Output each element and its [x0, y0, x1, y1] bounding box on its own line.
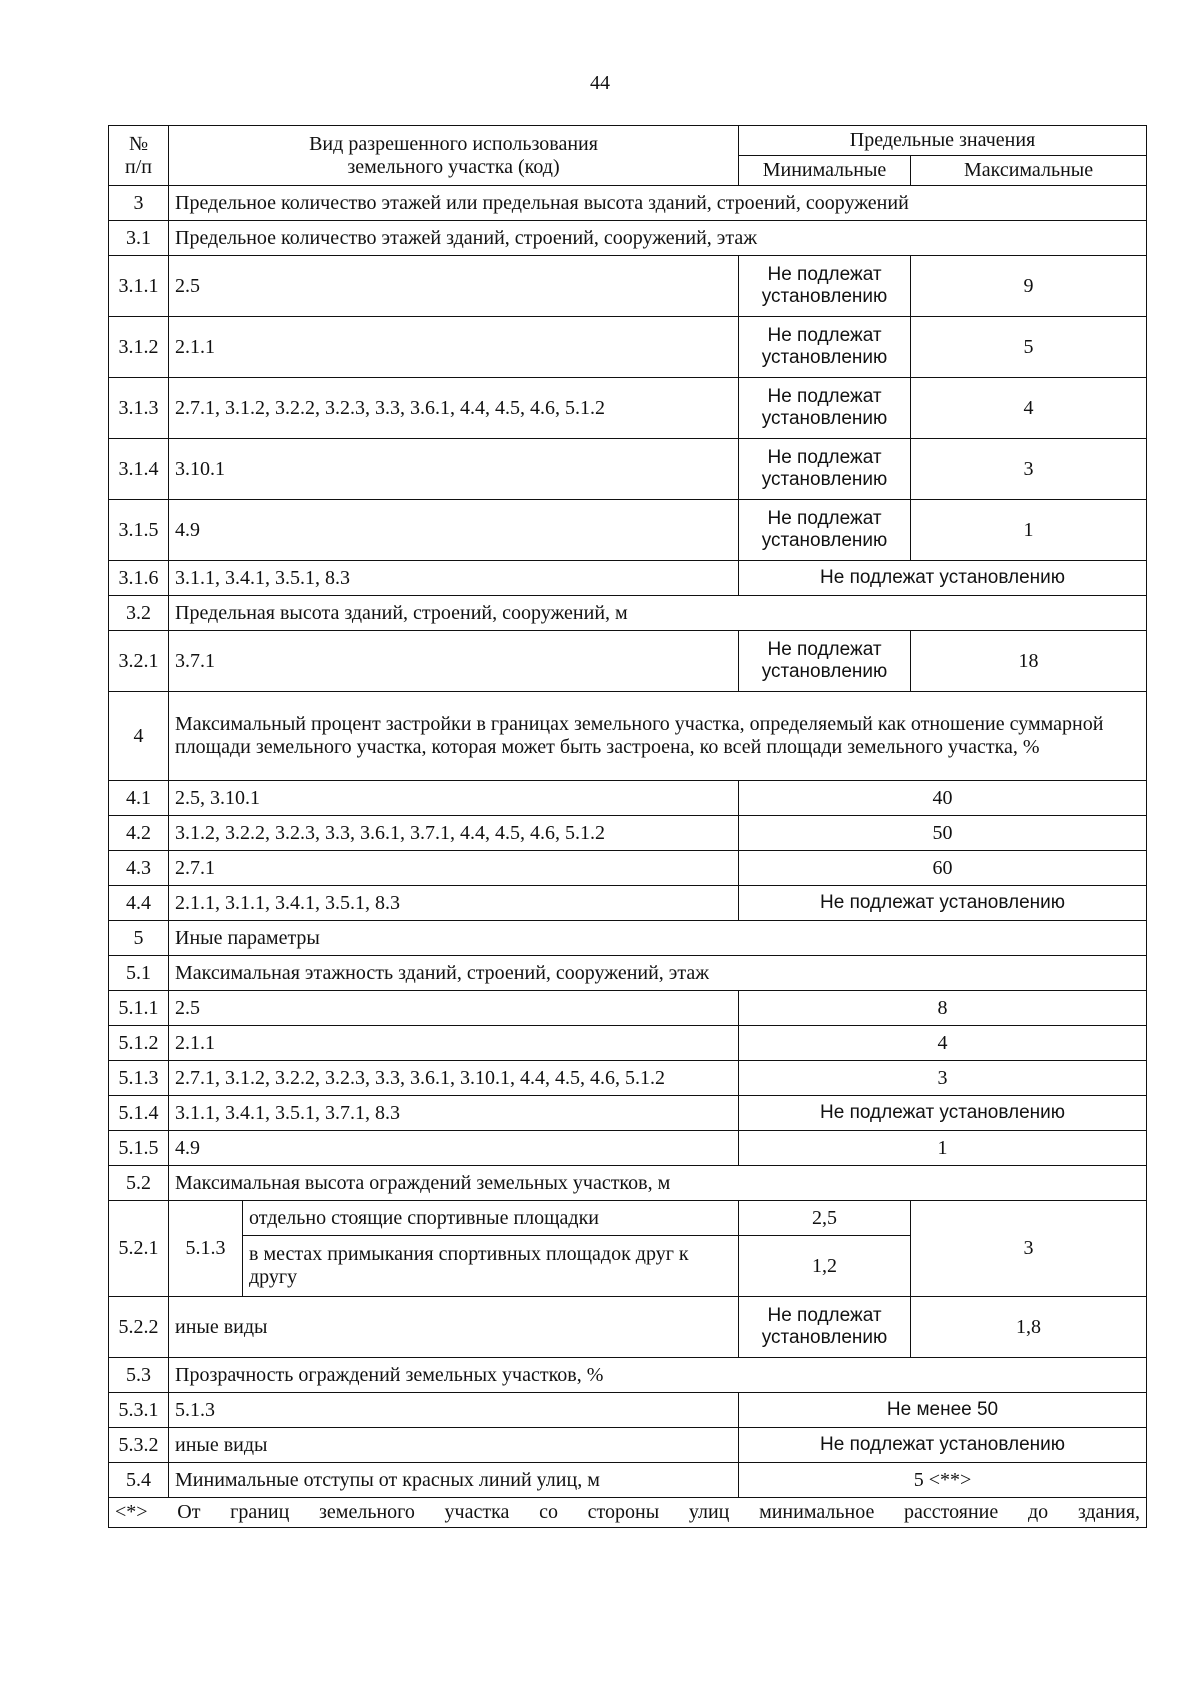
- row-num: 3: [109, 186, 169, 221]
- row-value: Не подлежат установлению: [739, 561, 1147, 596]
- table-row: [109, 692, 1147, 781]
- row-num: 3.1.3: [109, 378, 169, 439]
- row-min-value: Не подлежат установлению: [739, 1297, 911, 1358]
- row-code: 2.7.1, 3.1.2, 3.2.2, 3.2.3, 3.3, 3.6.1, 3.10.1, 4.4, 4.5, 4.6, 5.1.2: [169, 1061, 739, 1096]
- table-row: [109, 1428, 1147, 1463]
- row-value: Не менее 50: [739, 1393, 1147, 1428]
- row-value: Не подлежат установлению: [739, 886, 1147, 921]
- row-value: 60: [739, 851, 1147, 886]
- row-min-value: Не подлежат установлению: [739, 631, 911, 692]
- table-row: [109, 851, 1147, 886]
- row-num: 4.3: [109, 851, 169, 886]
- table-row: [109, 781, 1147, 816]
- row-code: иные виды: [169, 1297, 739, 1358]
- row-num: 3.1.6: [109, 561, 169, 596]
- row-num: 5.2.2: [109, 1297, 169, 1358]
- table-row: [109, 1201, 1147, 1236]
- table-row: [109, 886, 1147, 921]
- table-row: [109, 221, 1147, 256]
- row-code: 2.1.1, 3.1.1, 3.4.1, 3.5.1, 8.3: [169, 886, 739, 921]
- row-value: Не подлежат установлению: [739, 1096, 1147, 1131]
- section-title: Предельное количество этажей или предельная высота зданий, строений, сооружений: [169, 186, 1147, 221]
- table-body-top: [109, 186, 1147, 1201]
- row-code: 3.1.1, 3.4.1, 3.5.1, 8.3: [169, 561, 739, 596]
- table-row: [109, 186, 1147, 221]
- table-row: [109, 921, 1147, 956]
- table-row: [109, 631, 1147, 692]
- row-num: 4.2: [109, 816, 169, 851]
- table-row: [109, 317, 1147, 378]
- row-code: 2.5, 3.10.1: [169, 781, 739, 816]
- row-num: 4.4: [109, 886, 169, 921]
- section-title: Иные параметры: [169, 921, 1147, 956]
- table-row: [109, 1463, 1147, 1498]
- table-row: [109, 439, 1147, 500]
- table-row: [109, 1297, 1147, 1358]
- row-num: 3.1: [109, 221, 169, 256]
- row-min-value: Не подлежат установлению: [739, 500, 911, 561]
- row-code: 2.7.1: [169, 851, 739, 886]
- table-row: [109, 500, 1147, 561]
- row-value: 50: [739, 816, 1147, 851]
- row-code: 3.10.1: [169, 439, 739, 500]
- table-body-bottom: [109, 1297, 1147, 1498]
- header-max: Максимальные: [911, 156, 1147, 186]
- table-row: [109, 991, 1147, 1026]
- row-num: 3.2: [109, 596, 169, 631]
- fence-sub1-min: 2,5: [739, 1201, 911, 1236]
- table-row: [109, 956, 1147, 991]
- table-row: [109, 561, 1147, 596]
- row-num: 3.2.1: [109, 631, 169, 692]
- row-code: 4.9: [169, 500, 739, 561]
- row-code: 5.1.3: [169, 1393, 739, 1428]
- row-num: 3.1.4: [109, 439, 169, 500]
- row-num: 5.1.5: [109, 1131, 169, 1166]
- row-code: 4.9: [169, 1131, 739, 1166]
- section-title: Предельная высота зданий, строений, сооружений, м: [169, 596, 1147, 631]
- fence-sub2-min: 1,2: [739, 1236, 911, 1297]
- row-code: иные виды: [169, 1428, 739, 1463]
- table-row: [109, 1393, 1147, 1428]
- table-row: [109, 1358, 1147, 1393]
- land-use-limits-table: [108, 125, 1147, 1528]
- header-num: № п/п: [109, 126, 169, 186]
- table-row: [109, 256, 1147, 317]
- footnote-row: [109, 1498, 1147, 1528]
- row-code: 2.5: [169, 991, 739, 1026]
- row-max-value: 4: [911, 378, 1147, 439]
- row-num: 5.3.2: [109, 1428, 169, 1463]
- row-num: 4: [109, 692, 169, 781]
- row-value: Не подлежат установлению: [739, 1428, 1147, 1463]
- row-min-value: Не подлежат установлению: [739, 317, 911, 378]
- fence-sub1-text: отдельно стоящие спортивные площадки: [243, 1201, 739, 1236]
- row-num: 5.1.3: [109, 1061, 169, 1096]
- fence-block: [109, 1201, 1147, 1297]
- row-num: 3.1.5: [109, 500, 169, 561]
- footnote-text: <*> От границ земельного участка со стороны улиц минимальное расстояние до здания,: [109, 1498, 1147, 1528]
- row-max-value: 5: [911, 317, 1147, 378]
- row-code: 3.1.1, 3.4.1, 3.5.1, 3.7.1, 8.3: [169, 1096, 739, 1131]
- row-min-value: Не подлежат установлению: [739, 256, 911, 317]
- table-row: [109, 378, 1147, 439]
- row-max-value: 18: [911, 631, 1147, 692]
- row-num: 5.1.4: [109, 1096, 169, 1131]
- row-num: 5.1.1: [109, 991, 169, 1026]
- row-value: 40: [739, 781, 1147, 816]
- table-row: [109, 816, 1147, 851]
- row-max-value: 1: [911, 500, 1147, 561]
- row-max-value: 3: [911, 439, 1147, 500]
- row-num: 4.1: [109, 781, 169, 816]
- table-row: [109, 1166, 1147, 1201]
- table-row: [109, 1131, 1147, 1166]
- table-row: [109, 1026, 1147, 1061]
- table-row: [109, 596, 1147, 631]
- row-code: 2.7.1, 3.1.2, 3.2.2, 3.2.3, 3.3, 3.6.1, 4.4, 4.5, 4.6, 5.1.2: [169, 378, 739, 439]
- row-num: 5.4: [109, 1463, 169, 1498]
- row-min-value: Не подлежат установлению: [739, 439, 911, 500]
- row-code: 5.1.3: [169, 1201, 243, 1297]
- row-code: 2.1.1: [169, 1026, 739, 1061]
- row-num: 5.3: [109, 1358, 169, 1393]
- row-code: 3.1.2, 3.2.2, 3.2.3, 3.3, 3.6.1, 3.7.1, 4.4, 4.5, 4.6, 5.1.2: [169, 816, 739, 851]
- section-title: Прозрачность ограждений земельных участков, %: [169, 1358, 1147, 1393]
- row-max-value: 1,8: [911, 1297, 1147, 1358]
- row-num: 5.2.1: [109, 1201, 169, 1297]
- page-number: 44: [590, 72, 610, 94]
- table-row: [109, 1096, 1147, 1131]
- row-num: 5.1: [109, 956, 169, 991]
- header-limits: Предельные значения: [739, 126, 1147, 156]
- row-num: 3.1.2: [109, 317, 169, 378]
- row-min-value: Не подлежат установлению: [739, 378, 911, 439]
- row-code: 2.5: [169, 256, 739, 317]
- section-title: Предельное количество этажей зданий, строений, сооружений, этаж: [169, 221, 1147, 256]
- section-title: Максимальная этажность зданий, строений, сооружений, этаж: [169, 956, 1147, 991]
- row-code: 3.7.1: [169, 631, 739, 692]
- row-num: 5.1.2: [109, 1026, 169, 1061]
- table-row: [109, 1061, 1147, 1096]
- row-value: 5 <**>: [739, 1463, 1147, 1498]
- header-kind: Вид разрешенного использования земельного участка (код): [169, 126, 739, 186]
- row-code: Минимальные отступы от красных линий улиц, м: [169, 1463, 739, 1498]
- row-value: 1: [739, 1131, 1147, 1166]
- row-value: 4: [739, 1026, 1147, 1061]
- row-num: 3.1.1: [109, 256, 169, 317]
- row-value: 3: [739, 1061, 1147, 1096]
- row-num: 5: [109, 921, 169, 956]
- row-code: 2.1.1: [169, 317, 739, 378]
- row-num: 5.2: [109, 1166, 169, 1201]
- row-max-value: 9: [911, 256, 1147, 317]
- fence-sub2-text: в местах примыкания спортивных площадок друг к другу: [243, 1236, 739, 1297]
- section-title: Максимальная высота ограждений земельных участков, м: [169, 1166, 1147, 1201]
- section-title: Максимальный процент застройки в границах земельного участка, определяемый как отношение суммарной площади земельного участка, которая может быть застроена, ко всей площади земельного участка, %: [169, 692, 1147, 781]
- row-num: 5.3.1: [109, 1393, 169, 1428]
- table-header-row: [109, 126, 1147, 156]
- header-min: Минимальные: [739, 156, 911, 186]
- fence-max: 3: [911, 1201, 1147, 1297]
- row-value: 8: [739, 991, 1147, 1026]
